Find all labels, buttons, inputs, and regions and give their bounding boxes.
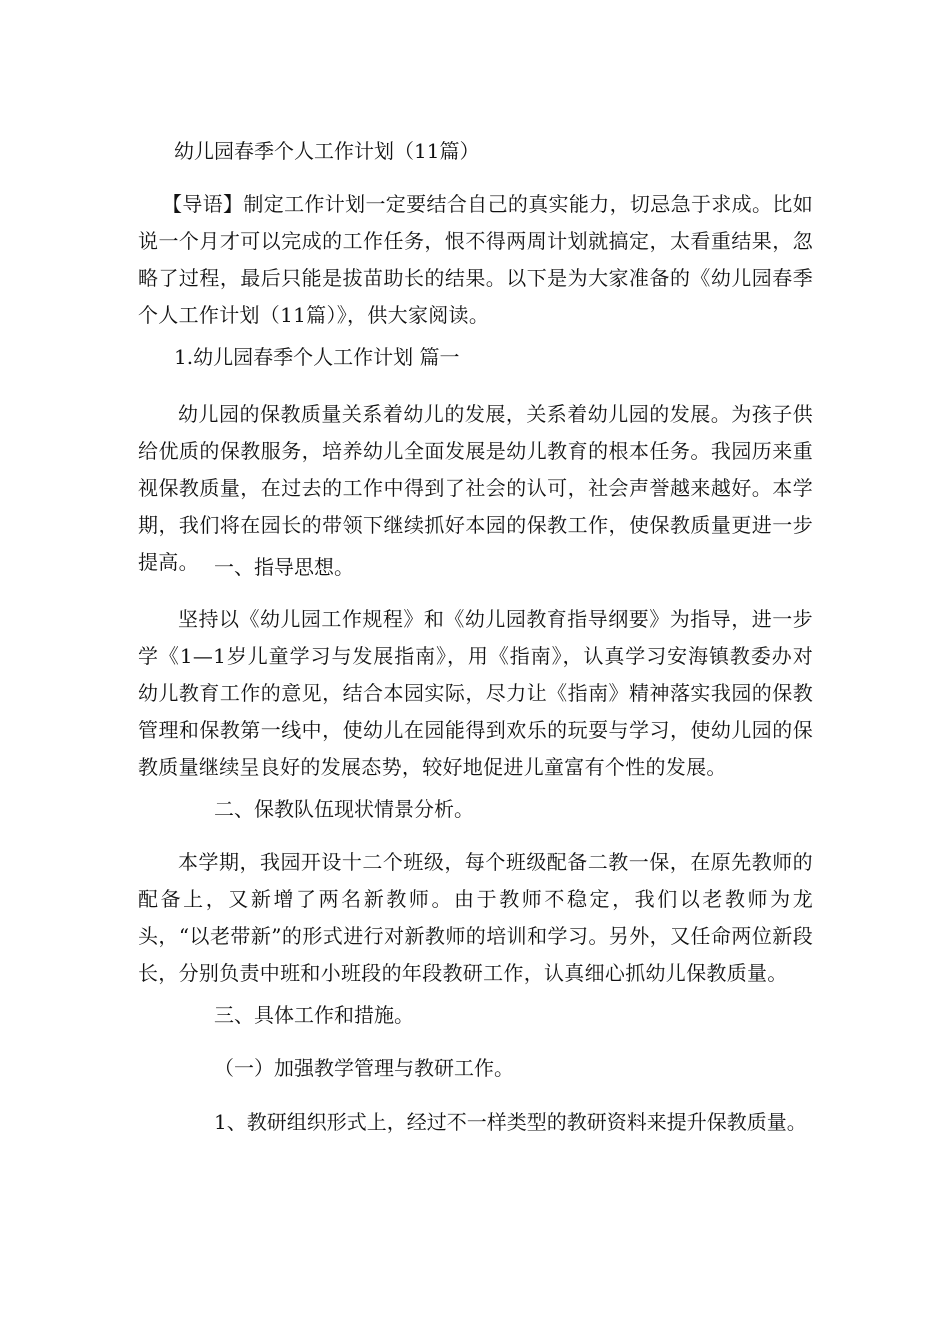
list-item-1: 1、教研组织形式上，经过不一样类型的教研资料来提升保教质量。 bbox=[214, 1110, 807, 1134]
heading-specific-work: 三、具体工作和措施。 bbox=[214, 1003, 414, 1027]
section1-heading: 1.幼儿园春季个人工作计划 篇一 bbox=[174, 345, 460, 369]
heading-staff-analysis: 二、保教队伍现状情景分析。 bbox=[214, 797, 474, 821]
paragraph-3: 本学期，我园开设十二个班级，每个班级配备二教一保，在原先教师的配备上，又新增了两名新教师。由于教师不稳定，我们以老教师为龙头，“以老带新”的形式进行对新教师的培训和学习。另外，又任命两位新段长，分别负责中班和小班段的年段教研工作，认真细心抓幼儿保教质量。 bbox=[138, 850, 813, 985]
document-title: 幼儿园春季个人工作计划（11篇） bbox=[174, 139, 480, 163]
paragraph-2: 坚持以《幼儿园工作规程》和《幼儿园教育指导纲要》为指导，进一步学《1—1岁儿童学习与发展指南》，用《指南》，认真学习安海镇教委办对幼儿教育工作的意见，结合本园实际，尽力让《指南》精神落实我园的保教管理和保教第一线中，使幼儿在园能得到欢乐的玩耍与学习，使幼儿园的保教质量继续呈良好的发展态势，较好地促进儿童富有个性的发展。 bbox=[138, 607, 813, 779]
heading-guiding-thought: 一、指导思想。 bbox=[214, 555, 354, 579]
sub-heading-teaching: （一）加强教学管理与教研工作。 bbox=[214, 1056, 514, 1080]
paragraph-1: 幼儿园的保教质量关系着幼儿的发展，关系着幼儿园的发展。为孩子供给优质的保教服务，培养幼儿全面发展是幼儿教育的根本任务。我园历来重视保教质量，在过去的工作中得到了社会的认可，社会声誉越来越好。本学期，我们将在园长的带领下继续抓好本园的保教工作，使保教质量更进一步提高。 bbox=[138, 402, 813, 574]
intro-paragraph: 【导语】制定工作计划一定要结合自己的真实能力，切忌急于求成。比如说一个月才可以完成的工作任务，恨不得两周计划就搞定，太看重结果，忽略了过程，最后只能是拔苗助长的结果。以下是为大家准备的《幼儿园春季个人工作计划（11篇）》，供大家阅读。 bbox=[138, 192, 813, 327]
